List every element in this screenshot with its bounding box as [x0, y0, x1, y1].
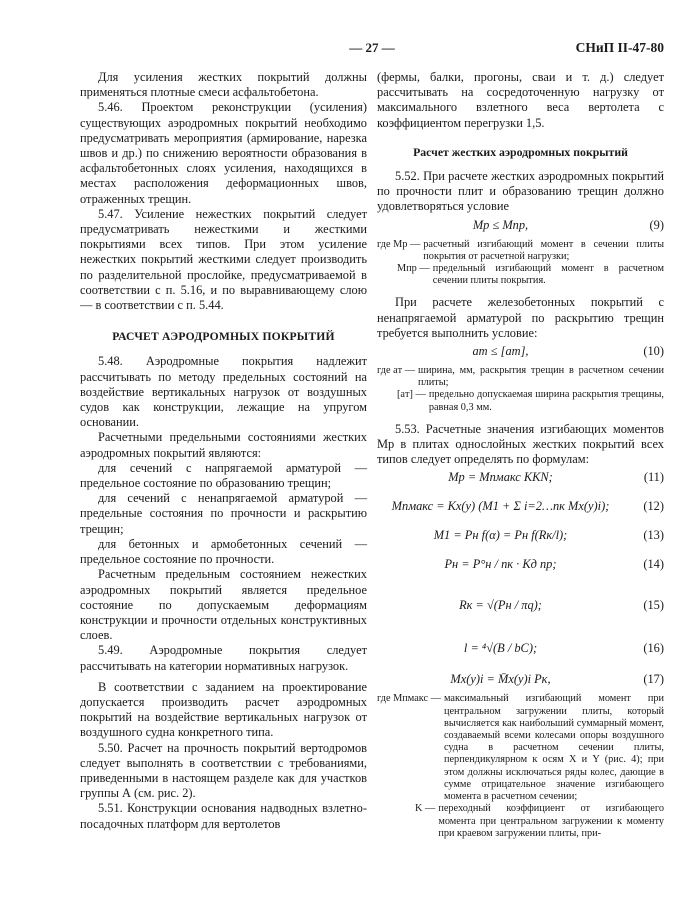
formula-14	[377, 549, 664, 583]
subsection-heading: Расчет жестких аэродромных покрытий	[413, 144, 628, 159]
clause-5-48: 5.48. Аэродромные покрытия надлежит рассчитывать по методу предельных состояний на воздействие вертикальных нагрузок от воздушных судов как конструкции, лежащие на упругом основании.	[80, 354, 367, 430]
clause-5-46: 5.46. Проектом реконструкции (усиления) существующих аэродромных покрытий необходимо предусматривать мероприятия (армирование, нарезка швов и др.) по снижению вероятности образования в асфальтобетонных слоях усиления, находящихся в местах расположения деформационных швов, отраженных трещин.	[80, 100, 367, 206]
formula-expression: l = ⁴√(B / bC);	[463, 641, 538, 656]
definition	[377, 365, 664, 389]
formula-number: (12)	[643, 499, 664, 514]
formula-16	[377, 629, 664, 669]
definition	[377, 239, 664, 263]
formula-10	[377, 344, 664, 362]
formula-number: (11)	[643, 470, 664, 485]
clause-5-52: 5.52. При расчете жестких аэродромных покрытий по прочности плит и образованию трещин должно удовлетворяться условие	[377, 169, 664, 214]
definition-text: расчетный изгибающий момент в сечении плиты покрытия от расчетной нагрузки;	[423, 238, 664, 262]
clause-5-49: 5.49. Аэродромные покрытия следует рассчитывать на категории нормативных нагрузок.	[80, 643, 367, 673]
list-item: для сечений с ненапрягаемой арматурой — предельные состояния по прочности и раскрытию трещин;	[80, 491, 367, 536]
formula-expression: Mпмакс = Kx(y) (M1 + Σ i=2…nк Mx(y)i);	[391, 499, 610, 514]
definition-symbol: где Mпмакс —	[377, 693, 441, 705]
left-column	[80, 70, 367, 848]
formula-number: (16)	[643, 641, 664, 656]
clause-5-47: 5.47. Усиление нежестких покрытий следует предусматривать нежесткими и жесткими покрытиями всех типов. При этом усиление нежестких покрытий жесткими следует производить по разделительной прослойке, предусматриваемой в соответствии с п. 5.16, и по выравнивающему слою — в соответствии с п. 5.44.	[80, 206, 367, 313]
definitions	[377, 239, 664, 288]
formula-15	[377, 586, 664, 626]
formula-expression: Mр ≤ Mпр,	[472, 217, 529, 232]
paragraph: Расчетным предельным состоянием нежестких аэродромных покрытий является предельное состояние по допускаемым деформациям конструкции и прочности отдельных конструктивных слоев.	[80, 567, 367, 643]
formula-9	[377, 218, 664, 236]
definition-symbol: где Mр —	[377, 238, 421, 250]
paragraph: В соответствии с заданием на проектирование допускается производить расчет аэродромных покрытий на воздействие вертикальных нагрузок от воздушного судна конкретного типа.	[80, 679, 367, 740]
definition-symbol: где aт —	[377, 365, 416, 377]
paragraph: Расчетными предельными состояниями жестких аэродромных покрытий являются:	[80, 430, 367, 460]
formula-number: (10)	[643, 344, 664, 359]
clause-5-53: 5.53. Расчетные значения изгибающих моментов Mр в плитах однослойных жестких покрытий всех типов следует определять по формулам:	[377, 421, 664, 467]
definition	[377, 803, 664, 840]
formula-number: (14)	[643, 557, 664, 572]
definition-text: предельный изгибающий момент в расчетном сечении плиты покрытия.	[432, 263, 664, 287]
definition	[377, 693, 664, 803]
definition-text: переходный коэффициент от изгибающего момента при центральном загружении к моменту при краевом загружении плиты, при-	[438, 803, 664, 839]
document-code: СНиП II-47-80	[575, 40, 664, 55]
paragraph: При расчете железобетонных покрытий с ненапрягаемой арматурой по раскрытию трещин требуется выполнить условие:	[377, 295, 664, 340]
definitions	[377, 693, 664, 839]
two-column-body	[80, 70, 664, 848]
formula-17	[377, 672, 664, 690]
formula-expression: M1 = Pн f(α) = Pн f(Rк/l);	[433, 528, 568, 543]
section-heading: РАСЧЕТ АЭРОДРОМНЫХ ПОКРЫТИЙ	[112, 330, 335, 344]
formula-number: (9)	[649, 217, 664, 232]
formula-number: (17)	[643, 672, 664, 687]
definition-text: предельно допускаемая ширина раскрытия трещины, равная 0,3 мм.	[428, 389, 664, 413]
paragraph: (фермы, балки, прогоны, сваи и т. д.) следует рассчитывать на сосредоточенную нагрузку от максимального взлетного веса вертолета с коэффициентом перегрузки 1,5.	[377, 70, 664, 130]
paragraph: Для усиления жестких покрытий должны применяться плотные смеси асфальтобетона.	[80, 70, 367, 100]
formula-expression: Mр = Mпмакс KKN;	[448, 470, 553, 485]
page-number: — 27 —	[349, 40, 395, 55]
formula-number: (15)	[643, 598, 664, 613]
right-column	[377, 70, 664, 848]
definition-text: ширина, мм, раскрытия трещин в расчетном сечении плиты;	[418, 365, 664, 389]
definition-symbol: K —	[415, 803, 436, 815]
formula-expression: Rк = √(Pн / πq);	[459, 598, 542, 613]
definition-text: максимальный изгибающий момент при центральном загружении плиты, который вычисляется как наибольший суммарный момент, создаваемый всеми колесами опоры воздушного судна в расчетном сечении плиты, перпендикулярном к осям X и Y (рис. 4); при этом должны исключаться ряды колес, дающие в сумме отрицательное значение изгибающего момента в расчетном сечении;	[443, 693, 664, 803]
definition	[377, 389, 664, 413]
formula-11	[377, 470, 664, 488]
formula-expression: aт ≤ [aт],	[472, 344, 529, 359]
formula-12	[377, 491, 664, 525]
formula-number: (13)	[643, 528, 664, 543]
definition-symbol: Mпр —	[397, 263, 430, 275]
formula-expression: Pн = P°н / nк · Kд nр;	[444, 557, 557, 572]
clause-5-51: 5.51. Конструкции основания надводных взлетно-посадочных платформ для вертолетов	[80, 801, 367, 831]
formula-expression: Mx(y)i = M̄x(y)i Pк,	[450, 672, 551, 687]
page-header	[80, 40, 664, 58]
formula-13	[377, 528, 664, 546]
clause-5-50: 5.50. Расчет на прочность покрытий вертодромов следует выполнять в соответствии с требованиями, приведенными в настоящем разделе как для участков группы А (см. рис. 2).	[80, 740, 367, 801]
list-item: для сечений с напрягаемой арматурой — предельное состояние по образованию трещин;	[80, 460, 367, 491]
list-item: для бетонных и армобетонных сечений — предельное состояние по прочности.	[80, 536, 367, 567]
definitions	[377, 365, 664, 414]
definition-symbol: [aт] —	[397, 389, 426, 401]
definition	[377, 263, 664, 287]
